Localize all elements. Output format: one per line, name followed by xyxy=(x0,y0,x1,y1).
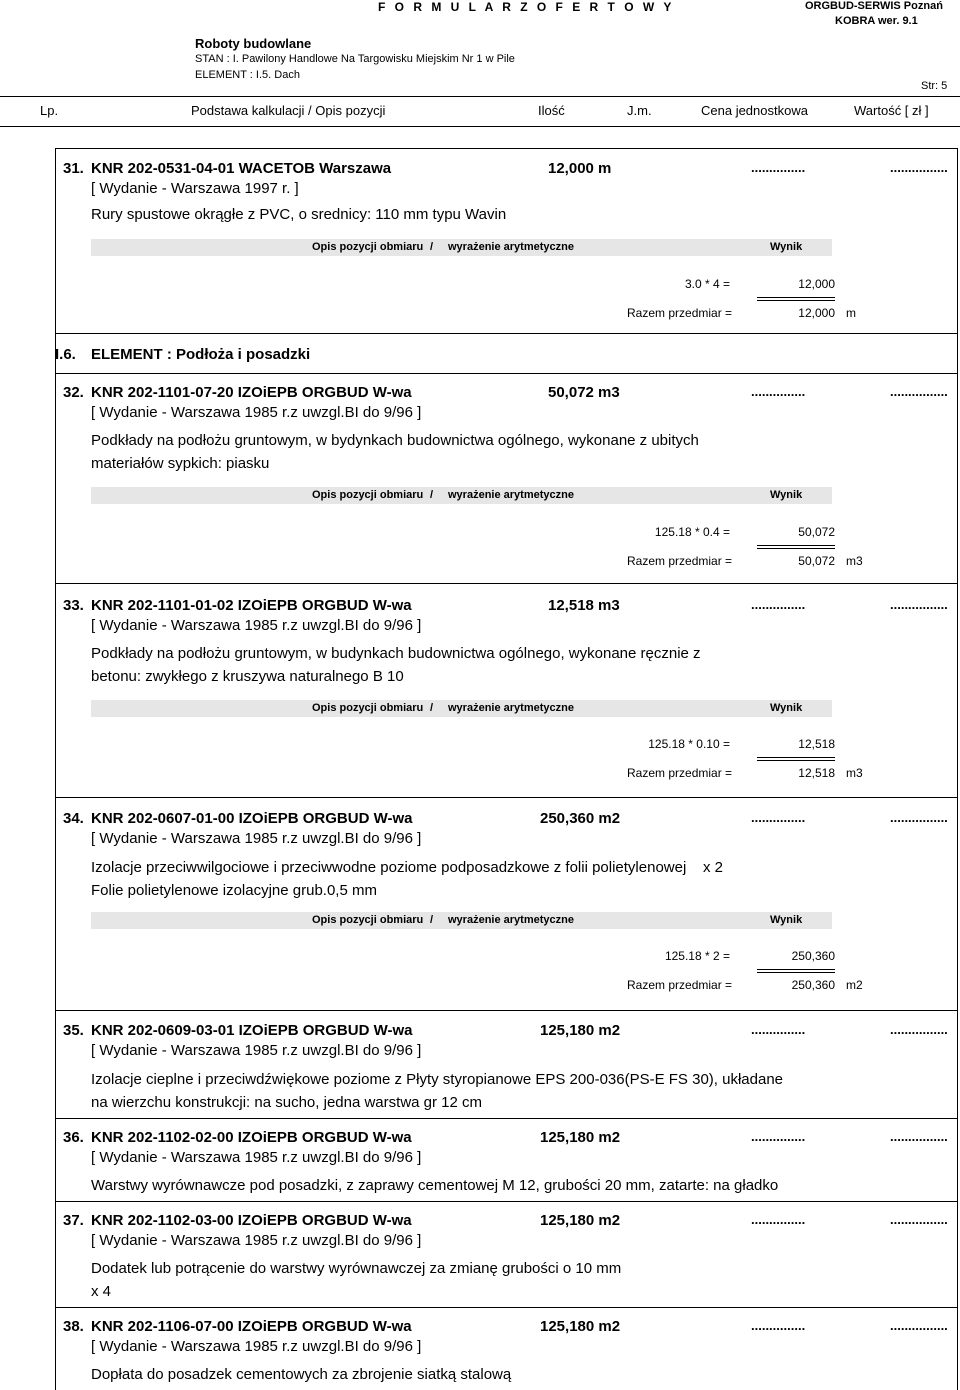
total-label: Razem przedmiar = xyxy=(627,978,733,992)
total-value: 50,072 xyxy=(798,554,835,568)
total-value: 12,000 xyxy=(798,306,835,320)
unit-price-blank: ............... xyxy=(751,1129,806,1144)
measure-slash: / xyxy=(430,702,434,714)
item-rule xyxy=(55,148,958,149)
total-label: Razem przedmiar = xyxy=(627,554,733,568)
col-unit-price: Cena jednostkowa xyxy=(701,103,808,118)
item-quantity: 125,180 m2 xyxy=(540,1318,621,1335)
col-value: Wartość [ zł ] xyxy=(854,103,929,118)
col-lp: Lp. xyxy=(40,103,59,118)
measure-desc-label: Opis pozycji obmiaru xyxy=(312,241,424,253)
item-source: [ Wydanie - Warszawa 1985 r.z uwzgl.BI do 9/96 ] xyxy=(91,1149,422,1166)
item-quantity: 125,180 m2 xyxy=(540,1129,621,1146)
item-number: 31. xyxy=(63,160,84,177)
company-name: ORGBUD-SERWIS Poznań xyxy=(805,0,943,12)
total-unit: m2 xyxy=(846,978,863,992)
measure-expression: 125.18 * 0.4 = xyxy=(654,525,730,539)
measure-result-label: Wynik xyxy=(770,914,803,926)
measure-expr-label: wyrażenie arytmetyczne xyxy=(448,489,574,501)
element-line: ELEMENT : I.5. Dach xyxy=(195,69,300,81)
measure-result-label: Wynik xyxy=(770,702,803,714)
measure-slash: / xyxy=(430,489,434,501)
item-rule xyxy=(55,1307,958,1308)
item-number: 35. xyxy=(63,1022,84,1039)
item-description: Izolacje cieplne i przeciwdźwiękowe poziome z Płyty styropianowe EPS 200-036(PS-E FS 30), układane na wierzchu konstrukcji: na sucho, jedna warstwa gr 12 cm xyxy=(91,1071,783,1111)
item-quantity: 50,072 m3 xyxy=(548,384,620,401)
measure-header xyxy=(91,700,832,717)
unit-price-blank: ............... xyxy=(751,597,806,612)
value-blank: ................ xyxy=(890,160,948,175)
page-number: Str: 5 xyxy=(921,80,948,92)
item-rule xyxy=(55,583,958,584)
measure-result: 250,360 xyxy=(791,949,835,963)
measure-expr-label: wyrażenie arytmetyczne xyxy=(448,702,574,714)
item-quantity: 125,180 m2 xyxy=(540,1212,621,1229)
item-number: 34. xyxy=(63,810,84,827)
unit-price-blank: ............... xyxy=(751,160,806,175)
right-frame-rule xyxy=(957,148,958,1390)
unit-price-blank: ............... xyxy=(751,810,806,825)
item-source: [ Wydanie - Warszawa 1985 r.z uwzgl.BI do 9/96 ] xyxy=(91,1338,422,1355)
item-code: KNR 202-0531-04-01 WACETOB Warszawa xyxy=(91,160,392,177)
value-blank: ................ xyxy=(890,1022,948,1037)
measure-expression: 125.18 * 0.10 = xyxy=(648,737,730,751)
measure-desc-label: Opis pozycji obmiaru xyxy=(312,489,424,501)
item-rule xyxy=(55,1201,958,1202)
item-quantity: 250,360 m2 xyxy=(540,810,621,827)
left-frame-rule xyxy=(55,148,56,1390)
item-description: Warstwy wyrównawcze pod posadzki, z zaprawy cementowej M 12, grubości 20 mm, zatarte: na gładko xyxy=(91,1177,779,1194)
total-unit: m3 xyxy=(846,766,863,780)
measure-expression: 3.0 * 4 = xyxy=(684,277,730,291)
item-rule xyxy=(55,797,958,798)
unit-price-blank: ............... xyxy=(751,384,806,399)
measure-result-label: Wynik xyxy=(770,241,803,253)
item-description: Dopłata do posadzek cementowych za zbrojenie siatką stalową xyxy=(91,1366,512,1383)
item-source: [ Wydanie - Warszawa 1985 r.z uwzgl.BI do 9/96 ] xyxy=(91,1232,422,1249)
value-blank: ................ xyxy=(890,1129,948,1144)
item-source: [ Wydanie - Warszawa 1985 r.z uwzgl.BI do 9/96 ] xyxy=(91,404,422,421)
item-source: [ Wydanie - Warszawa 1997 r. ] xyxy=(91,180,299,197)
item-description: Izolacje przeciwwilgociowe i przeciwwodne poziome podposadzkowe z folii polietylenowej x 2 xyxy=(91,859,723,876)
item-description: Dodatek lub potrącenie do warstwy wyrównawczej za zmianę grubości o 10 mm xyxy=(91,1260,622,1277)
item-number: 38. xyxy=(63,1318,84,1335)
measure-result-label: Wynik xyxy=(770,489,803,501)
item-code: KNR 202-1102-03-00 IZOiEPB ORGBUD W-wa xyxy=(91,1212,412,1229)
item-number: 33. xyxy=(63,597,84,614)
item-code: KNR 202-0607-01-00 IZOiEPB ORGBUD W-wa xyxy=(91,810,413,827)
header-top-rule xyxy=(0,96,960,97)
total-unit: m xyxy=(846,306,856,320)
item-code: KNR 202-1101-01-02 IZOiEPB ORGBUD W-wa xyxy=(91,597,412,614)
unit-price-blank: ............... xyxy=(751,1022,806,1037)
double-rule xyxy=(757,297,835,301)
measure-desc-label: Opis pozycji obmiaru xyxy=(312,702,424,714)
total-label: Razem przedmiar = xyxy=(627,766,733,780)
project-title: Roboty budowlane xyxy=(195,36,312,51)
measure-expression: 125.18 * 2 = xyxy=(664,949,730,963)
item-quantity: 125,180 m2 xyxy=(540,1022,621,1039)
item-rule xyxy=(55,373,958,374)
item-number: 37. xyxy=(63,1212,84,1229)
value-blank: ................ xyxy=(890,1212,948,1227)
item-source: [ Wydanie - Warszawa 1985 r.z uwzgl.BI do 9/96 ] xyxy=(91,1042,422,1059)
value-blank: ................ xyxy=(890,597,948,612)
measure-expr-label: wyrażenie arytmetyczne xyxy=(448,914,574,926)
total-unit: m3 xyxy=(846,554,863,568)
unit-price-blank: ............... xyxy=(751,1212,806,1227)
item-code: KNR 202-0609-03-01 IZOiEPB ORGBUD W-wa xyxy=(91,1022,413,1039)
col-quantity: Ilość xyxy=(538,103,565,118)
item-quantity: 12,000 m xyxy=(548,160,612,177)
item-description: Podkłady na podłożu gruntowym, w bydynkach budownictwa ogólnego, wykonane z ubitych materiałów sypkich: piasku xyxy=(91,432,699,472)
measure-header xyxy=(91,239,832,256)
item-description: Rury spustowe okrągłe z PVC, o srednicy: 110 mm typu Wavin xyxy=(91,206,507,223)
section-rule xyxy=(55,333,958,334)
header-bottom-rule xyxy=(0,126,960,127)
measure-slash: / xyxy=(430,241,434,253)
item-code: KNR 202-1102-02-00 IZOiEPB ORGBUD W-wa xyxy=(91,1129,412,1146)
value-blank: ................ xyxy=(890,810,948,825)
measure-desc-label: Opis pozycji obmiaru xyxy=(312,914,424,926)
item-description: Podkłady na podłożu gruntowym, w budynkach budownictwa ogólnego, wykonane ręcznie z betonu: zwykłego z kruszywa naturalnego B 10 xyxy=(91,645,701,685)
section-label: ELEMENT : Podłoża i posadzki xyxy=(91,346,311,363)
item-description-line2: x 4 xyxy=(91,1283,112,1300)
item-quantity: 12,518 m3 xyxy=(548,597,620,614)
double-rule xyxy=(757,969,835,973)
item-code: KNR 202-1106-07-00 IZOiEPB ORGBUD W-wa xyxy=(91,1318,412,1335)
item-rule xyxy=(55,1010,958,1011)
measure-result: 12,000 xyxy=(798,277,835,291)
value-blank: ................ xyxy=(890,384,948,399)
total-label: Razem przedmiar = xyxy=(627,306,733,320)
col-basis: Podstawa kalkulacji / Opis pozycji xyxy=(191,103,386,118)
measure-header xyxy=(91,487,832,504)
value-blank: ................ xyxy=(890,1318,948,1333)
measure-slash: / xyxy=(430,914,434,926)
item-number: 32. xyxy=(63,384,84,401)
col-unit: J.m. xyxy=(627,103,652,118)
software-version: KOBRA wer. 9.1 xyxy=(835,15,918,27)
total-value: 250,360 xyxy=(791,978,835,992)
item-rule xyxy=(55,1118,958,1119)
form-title: F O R M U L A R Z O F E R T O W Y xyxy=(378,0,675,14)
measure-header xyxy=(91,912,832,929)
measure-expr-label: wyrażenie arytmetyczne xyxy=(448,241,574,253)
measure-result: 12,518 xyxy=(798,737,835,751)
measure-result: 50,072 xyxy=(798,525,835,539)
unit-price-blank: ............... xyxy=(751,1318,806,1333)
total-value: 12,518 xyxy=(798,766,835,780)
section-number: I.6. xyxy=(55,346,76,363)
item-source: [ Wydanie - Warszawa 1985 r.z uwzgl.BI do 9/96 ] xyxy=(91,617,422,634)
item-number: 36. xyxy=(63,1129,84,1146)
item-source: [ Wydanie - Warszawa 1985 r.z uwzgl.BI do 9/96 ] xyxy=(91,830,422,847)
stan-line: STAN : I. Pawilony Handlowe Na Targowisku Miejskim Nr 1 w Pile xyxy=(195,53,515,65)
item-code: KNR 202-1101-07-20 IZOiEPB ORGBUD W-wa xyxy=(91,384,412,401)
double-rule xyxy=(757,545,835,549)
item-description-line2: Folie polietylenowe izolacyjne grub.0,5 mm xyxy=(91,882,377,899)
double-rule xyxy=(757,757,835,761)
